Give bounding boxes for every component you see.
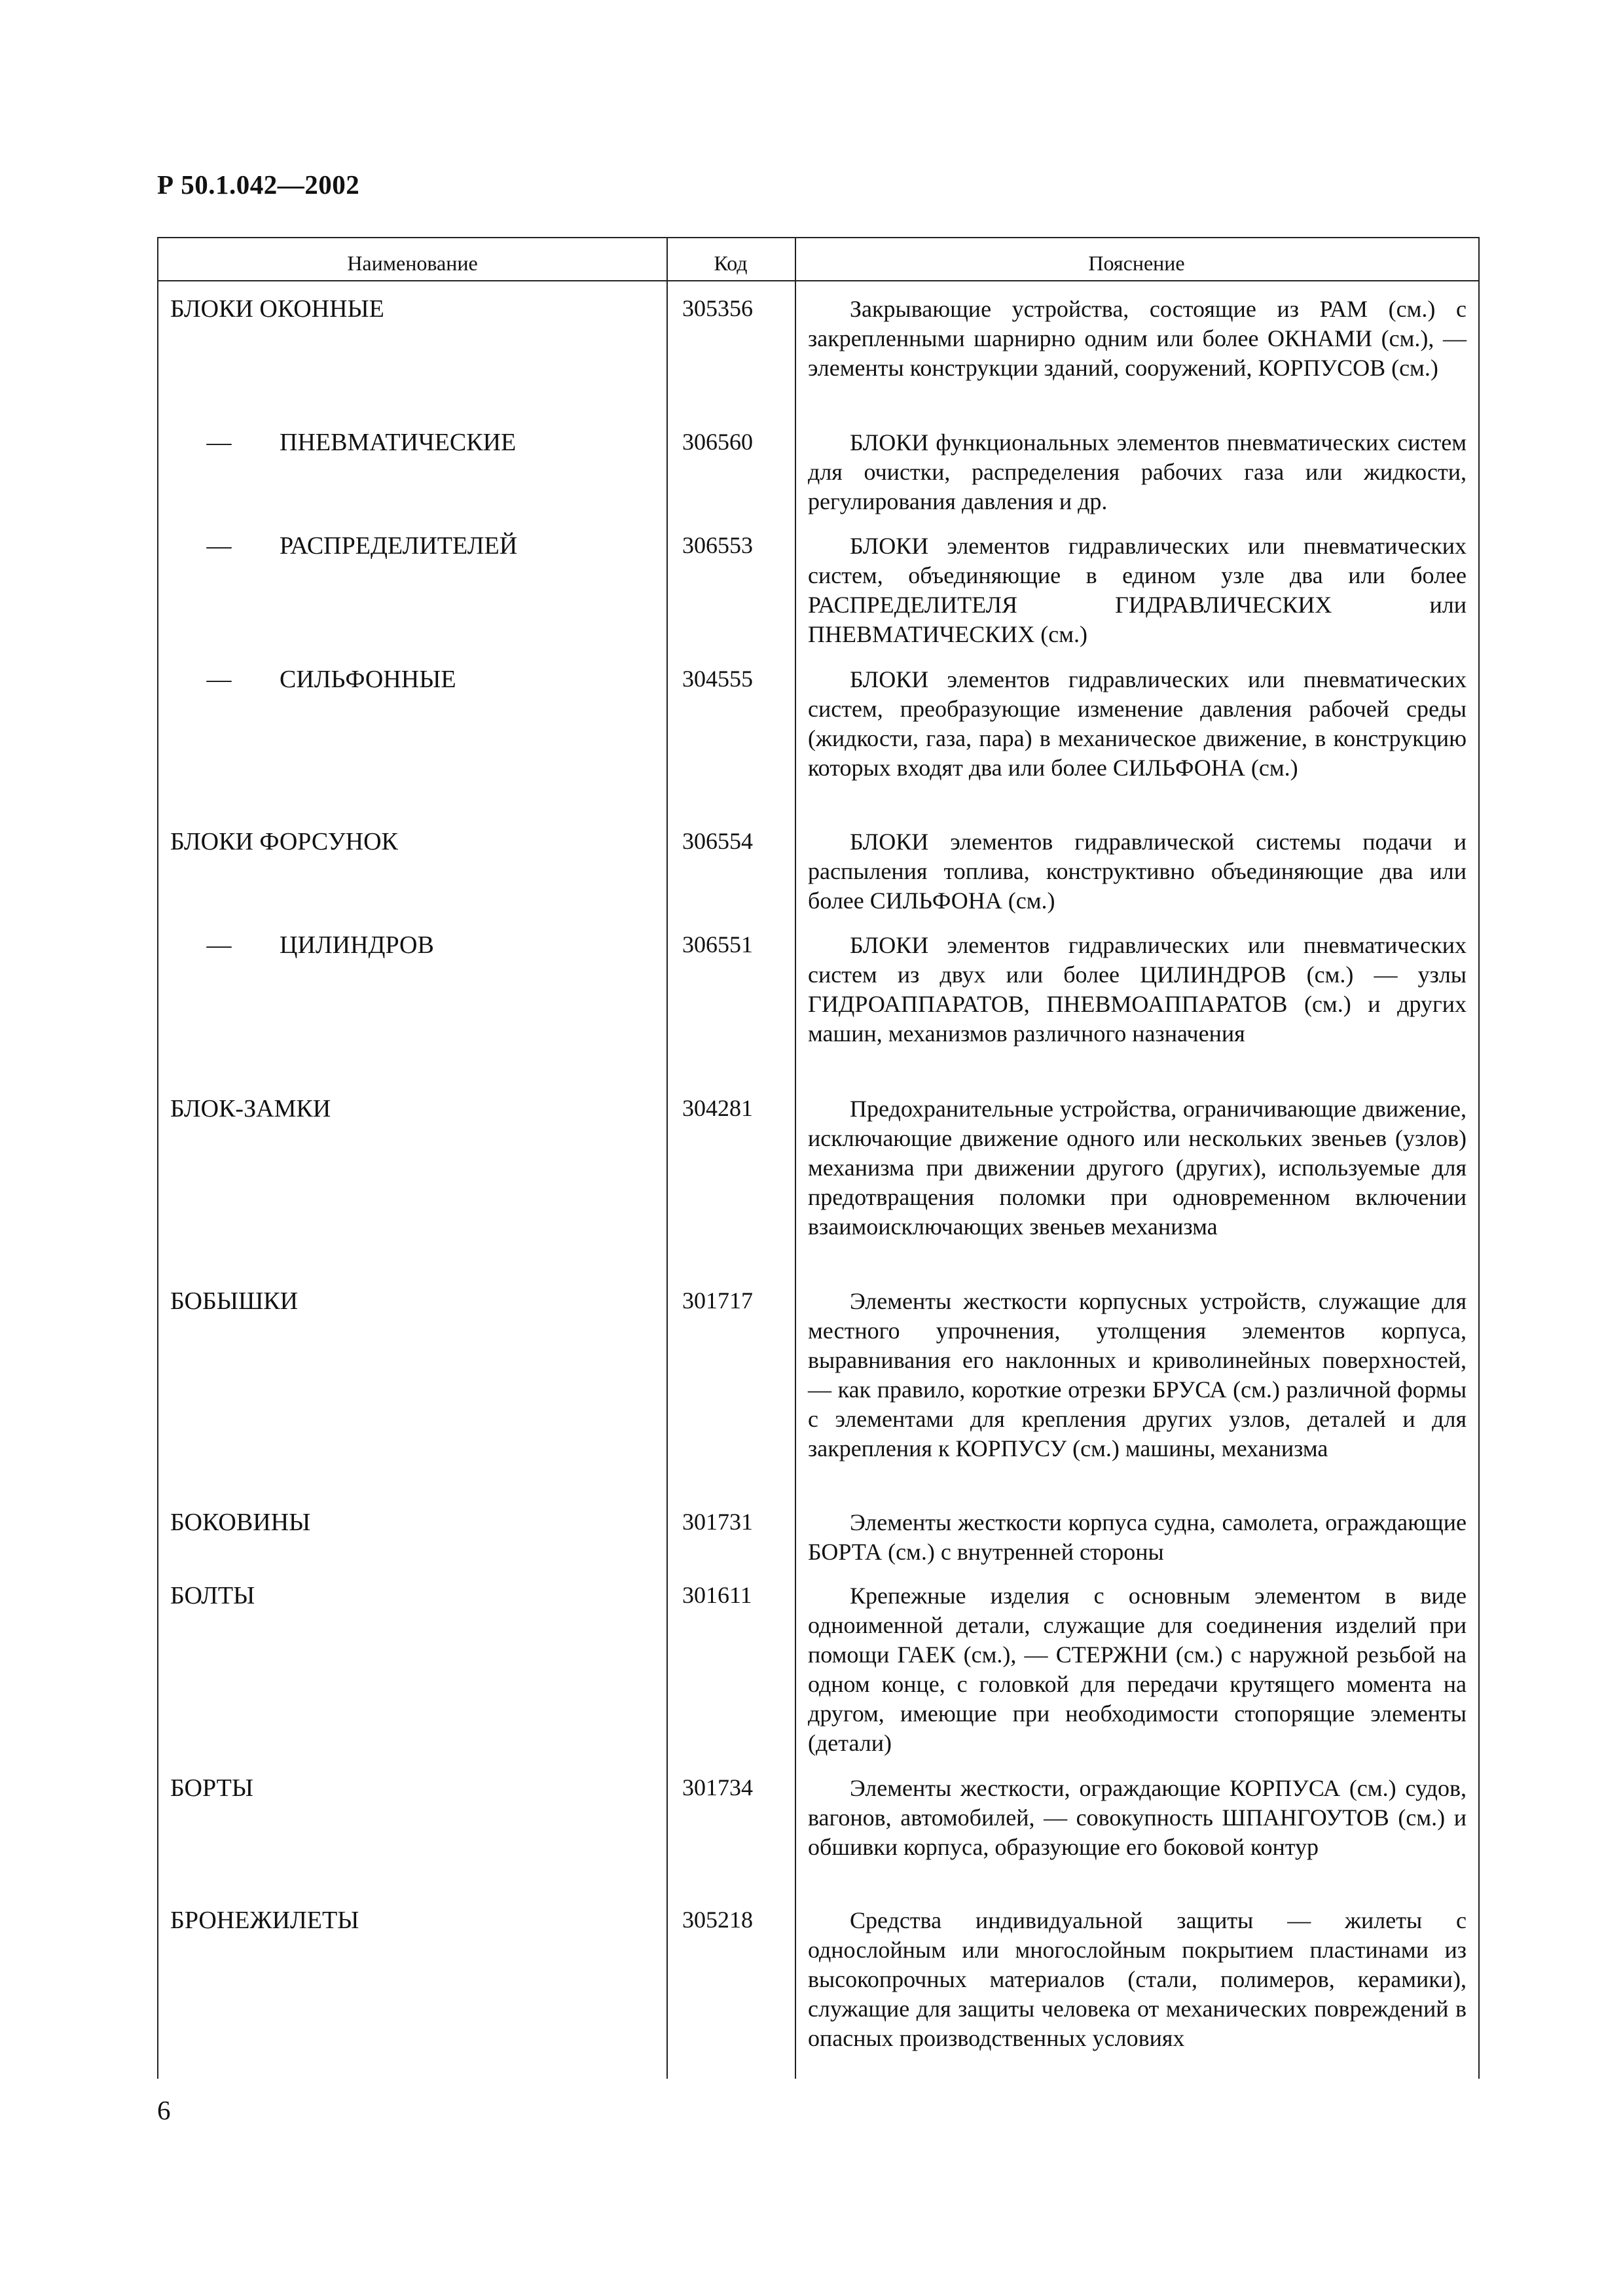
column-divider-code — [666, 238, 668, 2079]
term-explanation: БЛОКИ элементов гидравлических или пневматических систем, преобразующие изменение давления рабочей среды (жидкости, газа, пара) в механическое движение, в конструкцию которых входят два или более СИЛЬФОНА (см.) — [808, 666, 1467, 781]
term-name — [170, 1906, 359, 1935]
column-divider-explanation — [795, 238, 796, 2079]
term-code: 301611 — [682, 1582, 752, 1608]
term-explanation: Элементы жесткости, ограждающие КОРПУСА (см.) судов, вагонов, автомобилей, — совокупность ШПАНГОУТОВ (см.) и обшивки корпуса, образующие его боковой контур — [808, 1775, 1467, 1860]
term-name-text: ПНЕВМАТИЧЕСКИЕ — [280, 429, 517, 456]
term-code: 301731 — [682, 1509, 753, 1535]
term-explanation: БЛОКИ функциональных элементов пневматических систем для очистки, распределения рабочих газа или жидкости, регулирования давления и др. — [808, 429, 1467, 514]
term-name — [170, 295, 384, 323]
term-code: 306553 — [682, 532, 753, 558]
term-name-text: БОБЫШКИ — [170, 1287, 299, 1315]
subterm-dash: — — [206, 931, 232, 959]
terms-table — [157, 237, 1480, 2079]
term-name-text: БРОНЕЖИЛЕТЫ — [170, 1907, 359, 1934]
term-name-text: БОКОВИНЫ — [170, 1509, 311, 1536]
term-code: 306551 — [682, 931, 753, 958]
term-name-text: БОРТЫ — [170, 1774, 253, 1802]
term-code: 306560 — [682, 429, 753, 455]
term-name-text: РАСПРЕДЕЛИТЕЛЕЙ — [280, 532, 518, 560]
term-explanation: Элементы жесткости корпусных устройств, служащие для местного упрочнения, утолщения элементов корпуса, выравнивания его наклонных и криволинейных поверхностей, — как правило, короткие отрезки БРУСА (см.) различной формы с элементами для крепления других узлов, деталей и для закрепления к КОРПУСУ (см.) машины, механизма — [808, 1288, 1467, 1462]
term-code: 301717 — [682, 1287, 753, 1314]
term-name-text: СИЛЬФОННЫЕ — [280, 666, 456, 693]
page-number: 6 — [157, 2095, 171, 2125]
term-name — [170, 1287, 298, 1316]
term-name — [170, 1508, 310, 1537]
term-name — [170, 1094, 331, 1123]
term-name — [170, 1581, 255, 1610]
term-explanation: Предохранительные устройства, ограничивающие движение, исключающие движение одного или нескольких звеньев (узлов) механизма при движении другого (других), используемые для предотвращения поломки при одновременном включении взаимоисключающих звеньев механизма — [808, 1096, 1467, 1240]
term-name-text: БЛОКИ ОКОННЫЕ — [170, 295, 384, 323]
header-name: Наименование — [347, 251, 478, 275]
document-header: Р 50.1.042—2002 — [157, 170, 360, 200]
term-code: 305218 — [682, 1907, 753, 1933]
header-code: Код — [714, 251, 748, 275]
term-name-text: БОЛТЫ — [170, 1582, 255, 1609]
term-explanation: Крепежные изделия с основным элементом в виде одноименной детали, служащие для соединения изделий при помощи ГАЕК (см.), — СТЕРЖНИ (см.) с наружной резьбой на одном конце, с головкой для передачи крутящего момента на другом, имеющие при необходимости стопорящие элементы (детали) — [808, 1583, 1467, 1756]
term-name — [158, 531, 517, 560]
term-explanation: БЛОКИ элементов гидравлических или пневматических систем, объединяющие в едином узле два или более РАСПРЕДЕЛИТЕЛЯ ГИДРАВЛИЧЕСКИХ или ПНЕВМАТИЧЕСКИХ (см.) — [808, 533, 1467, 647]
term-name — [158, 428, 516, 457]
subterm-dash: — — [206, 532, 232, 560]
term-code: 306554 — [682, 828, 753, 854]
term-code: 304555 — [682, 666, 753, 692]
term-explanation: Элементы жесткости корпуса судна, самолета, ограждающие БОРТА (см.) с внутренней стороны — [808, 1509, 1467, 1565]
term-explanation: Средства индивидуальной защиты — жилеты с однослойным или многослойным покрытием пластинами из высокопрочных материалов (стали, полимеров, керамики), служащие для защиты человека от механических повреждений в опасных производственных условиях — [808, 1907, 1467, 2051]
term-name-text: ЦИЛИНДРОВ — [280, 931, 434, 959]
term-code: 301734 — [682, 1774, 753, 1801]
term-explanation: БЛОКИ элементов гидравлической системы подачи и распыления топлива, конструктивно объединяющие два или более СИЛЬФОНА (см.) — [808, 829, 1467, 914]
term-explanation: БЛОКИ элементов гидравлических или пневматических систем из двух или более ЦИЛИНДРОВ (см.) — узлы ГИДРОАППАРАТОВ, ПНЕВМОАППАРАТОВ (см.) и других машин, механизмов различного назначения — [808, 932, 1467, 1047]
table-header-row — [158, 238, 1478, 281]
term-name-text: БЛОК-ЗАМКИ — [170, 1095, 331, 1122]
term-name — [170, 827, 398, 856]
header-explanation: Пояснение — [1088, 251, 1185, 275]
term-name — [158, 665, 456, 694]
term-name — [158, 931, 434, 960]
term-explanation: Закрывающие устройства, состоящие из РАМ (см.) с закрепленными шарнирно одним или более ОКНАМИ (см.), — элементы конструкции зданий, сооружений, КОРПУСОВ (см.) — [808, 296, 1467, 381]
term-code: 305356 — [682, 295, 753, 321]
term-name-text: БЛОКИ ФОРСУНОК — [170, 828, 398, 855]
subterm-dash: — — [206, 429, 232, 456]
term-code: 304281 — [682, 1095, 753, 1121]
term-name — [170, 1774, 253, 1803]
subterm-dash: — — [206, 666, 232, 693]
